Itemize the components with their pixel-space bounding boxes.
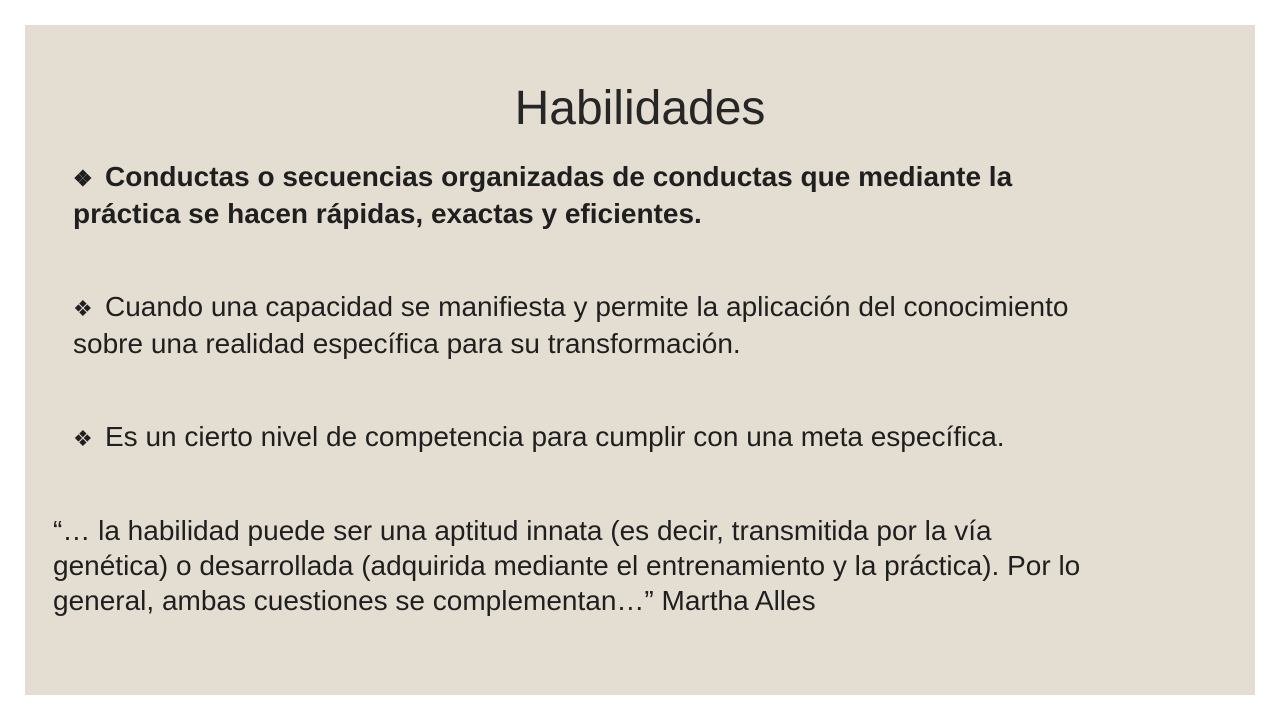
bullet-text-line: Cuando una capacidad se manifiesta y permite la aplicación del conocimiento bbox=[105, 291, 1069, 322]
bullet-text-line: Conductas o secuencias organizadas de conductas que mediante la bbox=[105, 161, 1013, 192]
slide bbox=[25, 25, 1255, 695]
diamond-bullet-icon: ❖ bbox=[73, 426, 93, 451]
bullet-item bbox=[73, 159, 1223, 231]
diamond-bullet-icon: ❖ bbox=[73, 296, 93, 321]
bullet-item bbox=[73, 419, 1223, 456]
bullet-text-line: sobre una realidad específica para su transformación. bbox=[73, 328, 741, 359]
slide-title: Habilidades bbox=[514, 82, 766, 135]
quote-block bbox=[53, 513, 1243, 618]
bullet-text-line: práctica se hacen rápidas, exactas y eficientes. bbox=[73, 198, 702, 229]
quote-line: genética) o desarrollada (adquirida mediante el entrenamiento y la práctica). Por lo bbox=[53, 550, 1081, 581]
quote-line: “… la habilidad puede ser una aptitud innata (es decir, transmitida por la vía bbox=[53, 515, 992, 546]
bullet-item bbox=[73, 289, 1223, 361]
quote-line: general, ambas cuestiones se complementan…” Martha Alles bbox=[53, 585, 816, 616]
diamond-bullet-icon: ❖ bbox=[73, 166, 93, 191]
bullet-text-line: Es un cierto nivel de competencia para cumplir con una meta específica. bbox=[105, 421, 1005, 452]
